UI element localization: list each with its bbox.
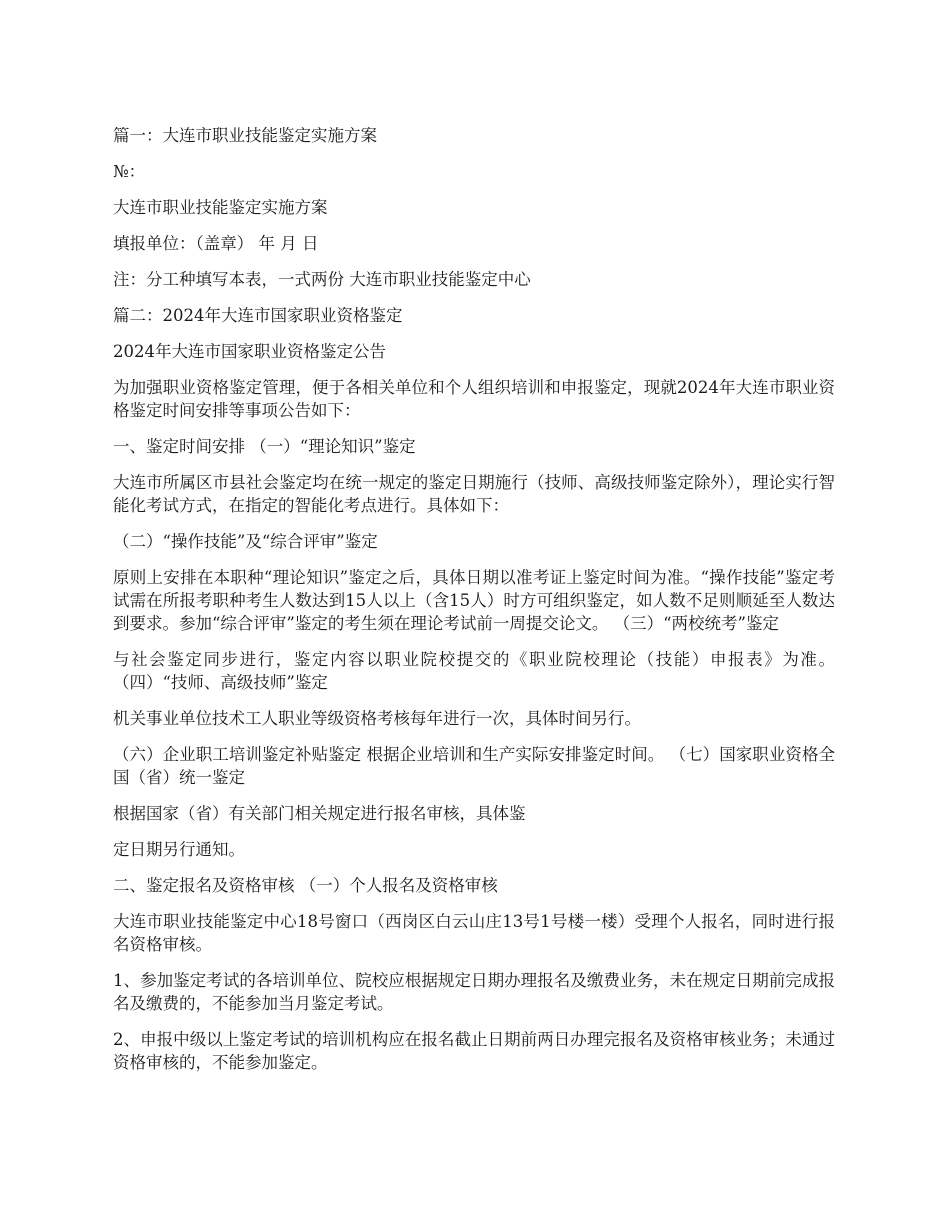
paragraph-institutions: 机关事业单位技术工人职业等级资格考核每年进行一次，具体时间另行。 [113, 709, 641, 728]
list-item-1: 1、参加鉴定考试的各培训单位、院校应根据规定日期办理报名及缴费业务，未在规定日期前完成报名及缴费的，不能参加当月鉴定考试。 [113, 971, 835, 1013]
form-title: 大连市职业技能鉴定实施方案 [113, 198, 328, 217]
number-field: №： [113, 162, 146, 181]
announcement-intro: 为加强职业资格鉴定管理，便于各相关单位和个人组织培训和申报鉴定，现就2024年大连市职业资格鉴定时间安排等事项公告如下： [113, 378, 835, 420]
section-heading-schedule: 一、鉴定时间安排 （一）“理论知识”鉴定 [113, 437, 416, 456]
document-title-part1: 篇一：大连市职业技能鉴定实施方案 [113, 126, 377, 145]
paragraph-enterprise: （六）企业职工培训鉴定补贴鉴定 根据企业培训和生产实际安排鉴定时间。 （七）国家职业资格全国（省）统一鉴定 [113, 745, 835, 787]
paragraph-two-schools: 与社会鉴定同步进行，鉴定内容以职业院校提交的《职业院校理论（技能）申报表》为准。 （四）“技师、高级技师”鉴定 [113, 650, 835, 692]
section-heading-registration: 二、鉴定报名及资格审核 （一）个人报名及资格审核 [113, 876, 498, 895]
announcement-title: 2024年大连市国家职业资格鉴定公告 [113, 342, 386, 361]
list-item-2: 2、申报中级以上鉴定考试的培训机构应在报名截止日期前两日办理完报名及资格审核业务；未通过资格审核的，不能参加鉴定。 [113, 1030, 835, 1072]
paragraph-national-1: 根据国家（省）有关部门相关规定进行报名审核，具体鉴 [113, 804, 526, 823]
section-heading-operation: （二）“操作技能”及“综合评审”鉴定 [113, 532, 378, 551]
paragraph-operation: 原则上安排在本职种“理论知识”鉴定之后，具体日期以准考证上鉴定时间为准。“操作技能”鉴定考试需在所报考职种考生人数达到15人以上（含15人）时方可组织鉴定，如人数不足则顺延至人数达到要求。参加“综合评审”鉴定的考生须在理论考试前一周提交论文。 （三）“两校统考”鉴定 [113, 568, 835, 633]
paragraph-national-2: 定日期另行通知。 [113, 840, 245, 859]
filling-unit-line: 填报单位：（盖章） 年 月 日 [113, 234, 319, 253]
paragraph-window: 大连市职业技能鉴定中心18号窗口（西岗区白云山庄13号1号楼一楼）受理个人报名，同时进行报名资格审核。 [113, 912, 835, 954]
paragraph-theory: 大连市所属区市县社会鉴定均在统一规定的鉴定日期施行（技师、高级技师鉴定除外），理论实行智能化考试方式，在指定的智能化考点进行。具体如下： [113, 473, 835, 515]
note-line: 注：分工种填写本表，一式两份 大连市职业技能鉴定中心 [113, 270, 531, 289]
document-title-part2: 篇二：2024年大连市国家职业资格鉴定 [113, 306, 403, 325]
document-body [113, 124, 835, 1087]
